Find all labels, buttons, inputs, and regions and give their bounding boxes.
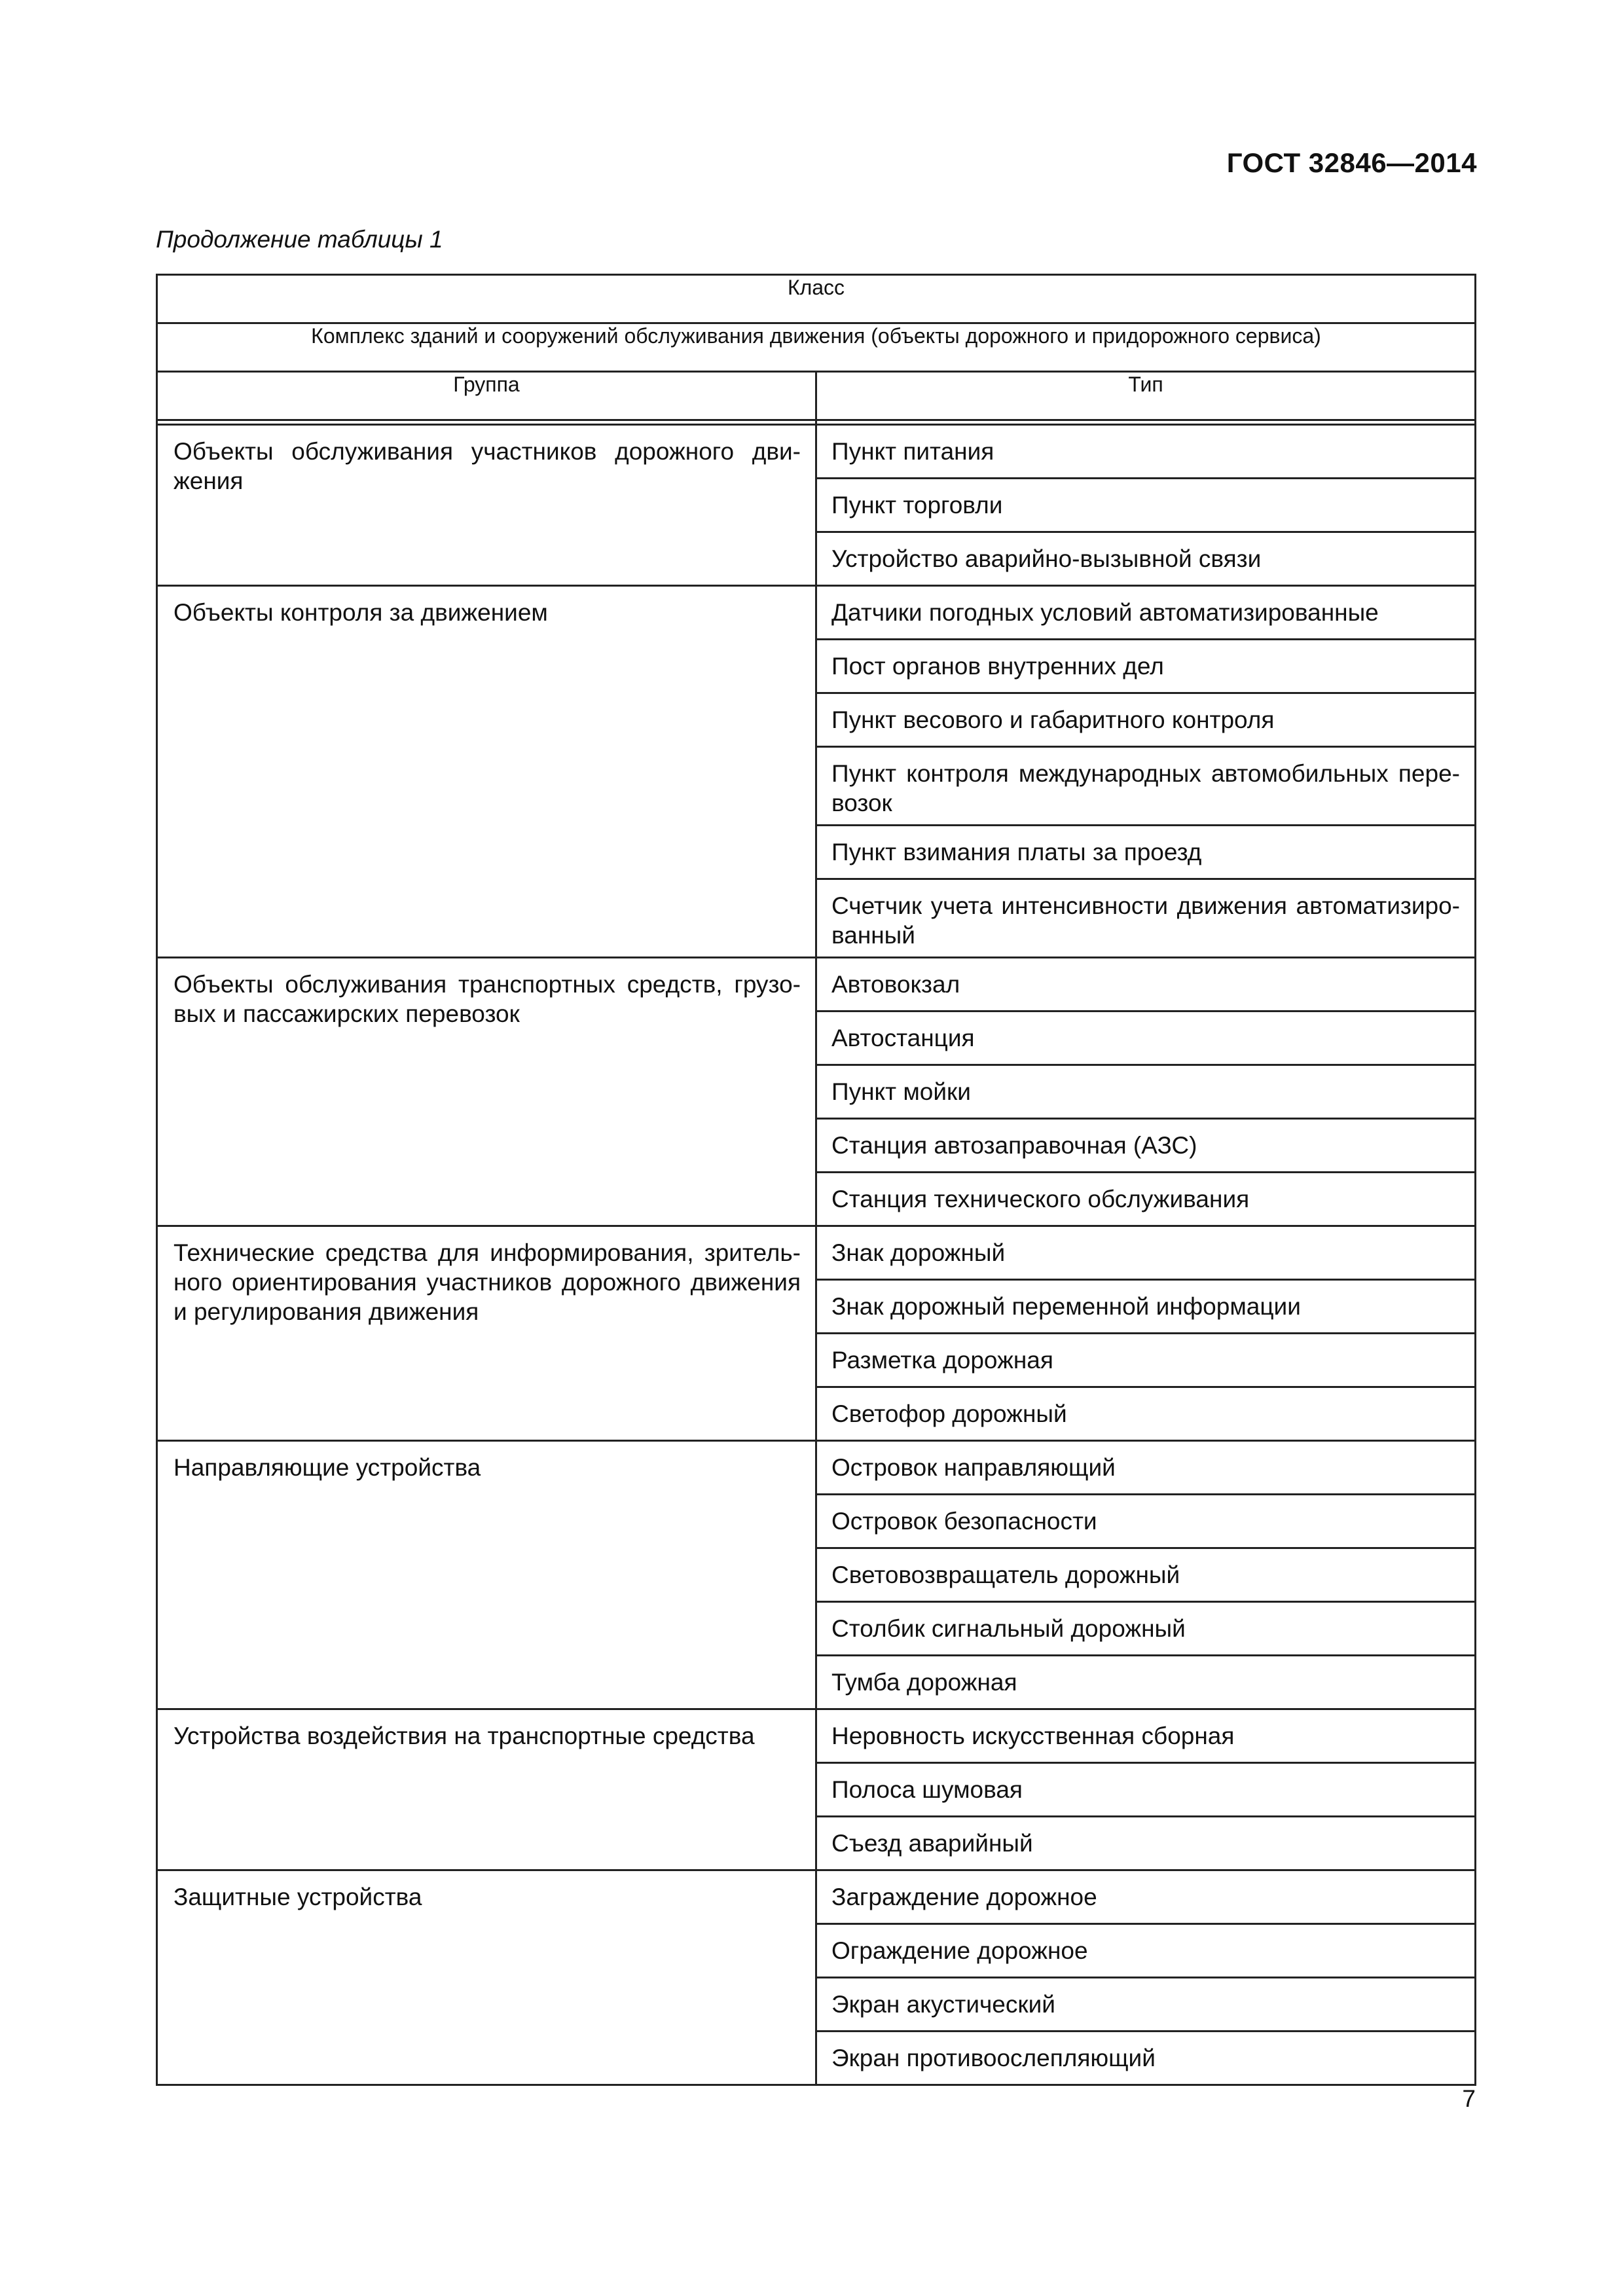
type-cell: Пункт питания bbox=[816, 425, 1476, 479]
type-cell: Островок безопасности bbox=[816, 1495, 1476, 1548]
table-row bbox=[157, 1709, 1476, 1763]
type-cell: Знак дорожный bbox=[816, 1226, 1476, 1280]
table-row bbox=[157, 958, 1476, 1011]
type-cell: Столбик сигнальный дорожный bbox=[816, 1602, 1476, 1656]
group-cell: Защитные устройства bbox=[157, 1870, 816, 2085]
type-cell: Пункт взимания платы за проезд bbox=[816, 826, 1476, 879]
header-separator-cell bbox=[157, 420, 816, 425]
type-cell: Пункт мойки bbox=[816, 1065, 1476, 1119]
type-cell: Тумба дорожная bbox=[816, 1656, 1476, 1709]
type-cell: Знак дорожный переменной информации bbox=[816, 1280, 1476, 1334]
type-cell: Пункт торговли bbox=[816, 479, 1476, 532]
group-cell: Устройства воздействия на транспортные средства bbox=[157, 1709, 816, 1870]
type-cell: Заграждение дорожное bbox=[816, 1870, 1476, 1924]
type-cell: Островок направляющий bbox=[816, 1441, 1476, 1495]
type-cell: Датчики погодных условий автоматизированные bbox=[816, 586, 1476, 640]
class-header-cell: Класс bbox=[157, 275, 1476, 323]
document-code: ГОСТ 32846—2014 bbox=[1226, 147, 1477, 178]
type-cell: Разметка дорожная bbox=[816, 1334, 1476, 1387]
type-cell: Экран акустический bbox=[816, 1978, 1476, 2032]
class-value-cell: Комплекс зданий и сооружений обслуживания движения (объекты дорожного и придорожного сервиса) bbox=[157, 323, 1476, 372]
header-separator-row bbox=[157, 420, 1476, 425]
table-row bbox=[157, 1441, 1476, 1495]
type-cell: Пункт контроля международных автомобильных пере-возок bbox=[816, 747, 1476, 826]
type-cell: Ограждение дорожное bbox=[816, 1924, 1476, 1978]
type-cell: Станция автозаправочная (АЗС) bbox=[816, 1119, 1476, 1173]
class-value-row bbox=[157, 323, 1476, 372]
group-cell: Направляющие устройства bbox=[157, 1441, 816, 1709]
table-row bbox=[157, 586, 1476, 640]
table-row bbox=[157, 1870, 1476, 1924]
group-cell: Объекты обслуживания участников дорожного дви-жения bbox=[157, 425, 816, 586]
type-cell: Станция технического обслуживания bbox=[816, 1173, 1476, 1226]
group-cell: Технические средства для информирования, зритель-ного ориентирования участников дорожного движения и регулирования движения bbox=[157, 1226, 816, 1441]
type-cell: Пост органов внутренних дел bbox=[816, 640, 1476, 693]
type-cell: Экран противоослепляющий bbox=[816, 2032, 1476, 2085]
type-cell: Неровность искусственная сборная bbox=[816, 1709, 1476, 1763]
type-cell: Устройство аварийно-вызывной связи bbox=[816, 532, 1476, 586]
type-column-header: Тип bbox=[816, 372, 1476, 420]
column-header-row bbox=[157, 372, 1476, 420]
type-cell: Счетчик учета интенсивности движения автоматизиро-ванный bbox=[816, 879, 1476, 958]
type-cell: Светофор дорожный bbox=[816, 1387, 1476, 1441]
table-row bbox=[157, 1226, 1476, 1280]
class-header-row bbox=[157, 275, 1476, 323]
type-cell: Автовокзал bbox=[816, 958, 1476, 1011]
type-cell: Съезд аварийный bbox=[816, 1817, 1476, 1870]
group-cell: Объекты обслуживания транспортных средств, грузо-вых и пассажирских перевозок bbox=[157, 958, 816, 1226]
page-number: 7 bbox=[1462, 2085, 1476, 2112]
header-separator-cell bbox=[816, 420, 1476, 425]
group-cell: Объекты контроля за движением bbox=[157, 586, 816, 958]
type-cell: Световозвращатель дорожный bbox=[816, 1548, 1476, 1602]
classification-table bbox=[156, 274, 1476, 2086]
table-row bbox=[157, 425, 1476, 479]
group-column-header: Группа bbox=[157, 372, 816, 420]
type-cell: Автостанция bbox=[816, 1011, 1476, 1065]
table-continuation-caption: Продолжение таблицы 1 bbox=[156, 226, 443, 253]
type-cell: Пункт весового и габаритного контроля bbox=[816, 693, 1476, 747]
type-cell: Полоса шумовая bbox=[816, 1763, 1476, 1817]
